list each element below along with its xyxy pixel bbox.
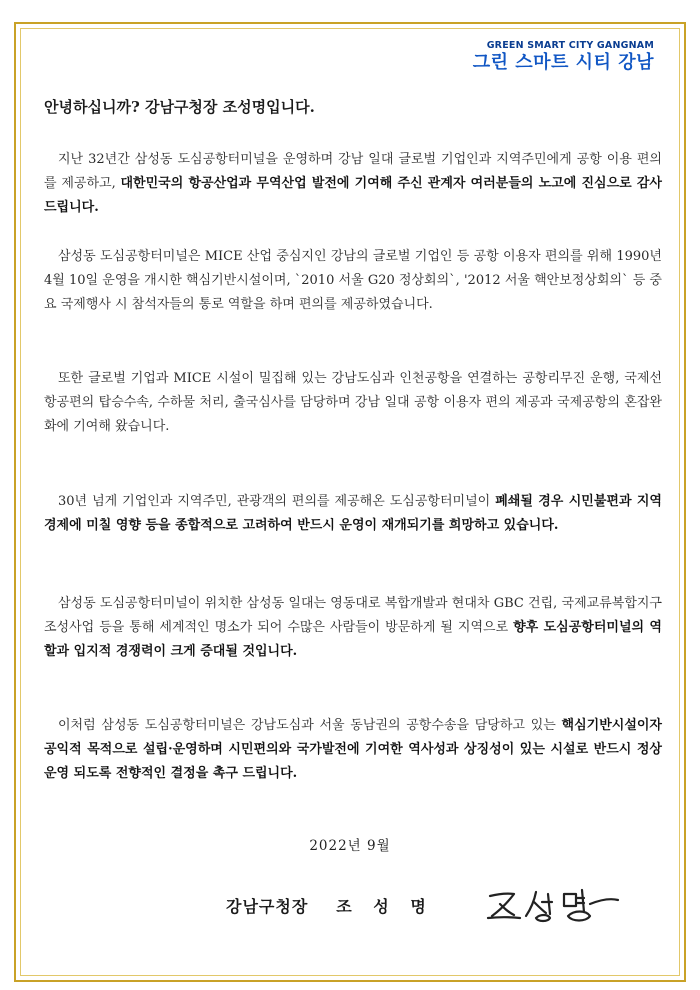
logo-korean: 그린 스마트 시티 강남 bbox=[472, 52, 654, 73]
paragraph-1-emphasis: 대한민국의 항공산업과 무역산업 발전에 기여해 주신 관계자 여러분들의 노고에 진심으로 감사드립니다. bbox=[44, 176, 662, 215]
paragraph-4-emphasis: 폐쇄될 경우 시민불편과 지역경제에 미칠 영향 등을 종합적으로 고려하여 반드시 운영이 재개되기를 희망하고 있습니다. bbox=[44, 494, 662, 533]
paragraph-2-text: 삼성동 도심공항터미널은 MICE 산업 중심지인 강남의 글로벌 기업인 등 공항 이용자 편의를 위해 1990년 4월 10일 운영을 개시한 핵심기반시설이며, `2010 서울 G20 정상회의`, '2012 서울 핵안보정상회의` 등 중요 국제행사 시 참석자들의 통로 역할을 하며 편의를 제공하였습니다. bbox=[44, 249, 662, 312]
paragraph-4-text: 30년 넘게 기업인과 지역주민, 관광객의 편의를 제공해온 도심공항터미널이 bbox=[58, 494, 496, 509]
paragraph-1 bbox=[44, 148, 662, 220]
signer-name: 조 성 명 bbox=[336, 897, 434, 916]
gangnam-logo bbox=[473, 40, 654, 74]
paragraph-5-text: 삼성동 도심공항터미널이 위치한 삼성동 일대는 영동대로 복합개발과 현대차 GBC 건립, 국제교류복합지구 조성사업 등을 통해 세계적인 명소가 되어 수많은 사람들이 방문하게 될 지역으로 bbox=[44, 596, 662, 635]
paragraph-6 bbox=[44, 714, 662, 786]
paragraph-3 bbox=[44, 367, 662, 439]
paragraph-4 bbox=[44, 490, 662, 538]
paragraph-5 bbox=[44, 592, 662, 664]
paragraph-6-text: 이처럼 삼성동 도심공항터미널은 강남도심과 서울 동남권의 공항수송을 담당하고 있는 bbox=[58, 718, 562, 733]
paragraph-1-text: 지난 32년간 삼성동 도심공항터미널을 운영하며 강남 일대 글로벌 기업인과 지역주민에게 공항 이용 편의를 제공하고, bbox=[44, 152, 662, 191]
signature-block bbox=[226, 894, 434, 917]
signer-title: 강남구청장 bbox=[226, 897, 309, 916]
paragraph-3-text: 또한 글로벌 기업과 MICE 시설이 밀집해 있는 강남도심과 인천공항을 연결하는 공항리무진 운행, 국제선 항공편의 탑승수속, 수하물 처리, 출국심사를 담당하며 강남 일대 공항 이용자 편의 제공과 국제공항의 혼잡완화에 기여해 왔습니다. bbox=[44, 371, 662, 434]
logo-english: GREEN SMART CITY GANGNAM bbox=[486, 40, 654, 51]
paragraph-5-emphasis: 향후 도심공항터미널의 역할과 입지적 경쟁력이 크게 증대될 것입니다. bbox=[44, 620, 662, 659]
paragraph-6-emphasis: 핵심기반시설이자 공익적 목적으로 설립·운영하며 시민편의와 국가발전에 기여한 역사성과 상징성이 있는 시설로 반드시 정상 운영 되도록 전향적인 결정을 촉구 드립니다. bbox=[44, 718, 662, 781]
letter-date: 2022년 9월 bbox=[309, 838, 391, 854]
greeting: 안녕하십니까? 강남구청장 조성명입니다. bbox=[44, 98, 315, 116]
handwritten-signature bbox=[484, 884, 624, 924]
paragraph-2 bbox=[44, 245, 662, 317]
